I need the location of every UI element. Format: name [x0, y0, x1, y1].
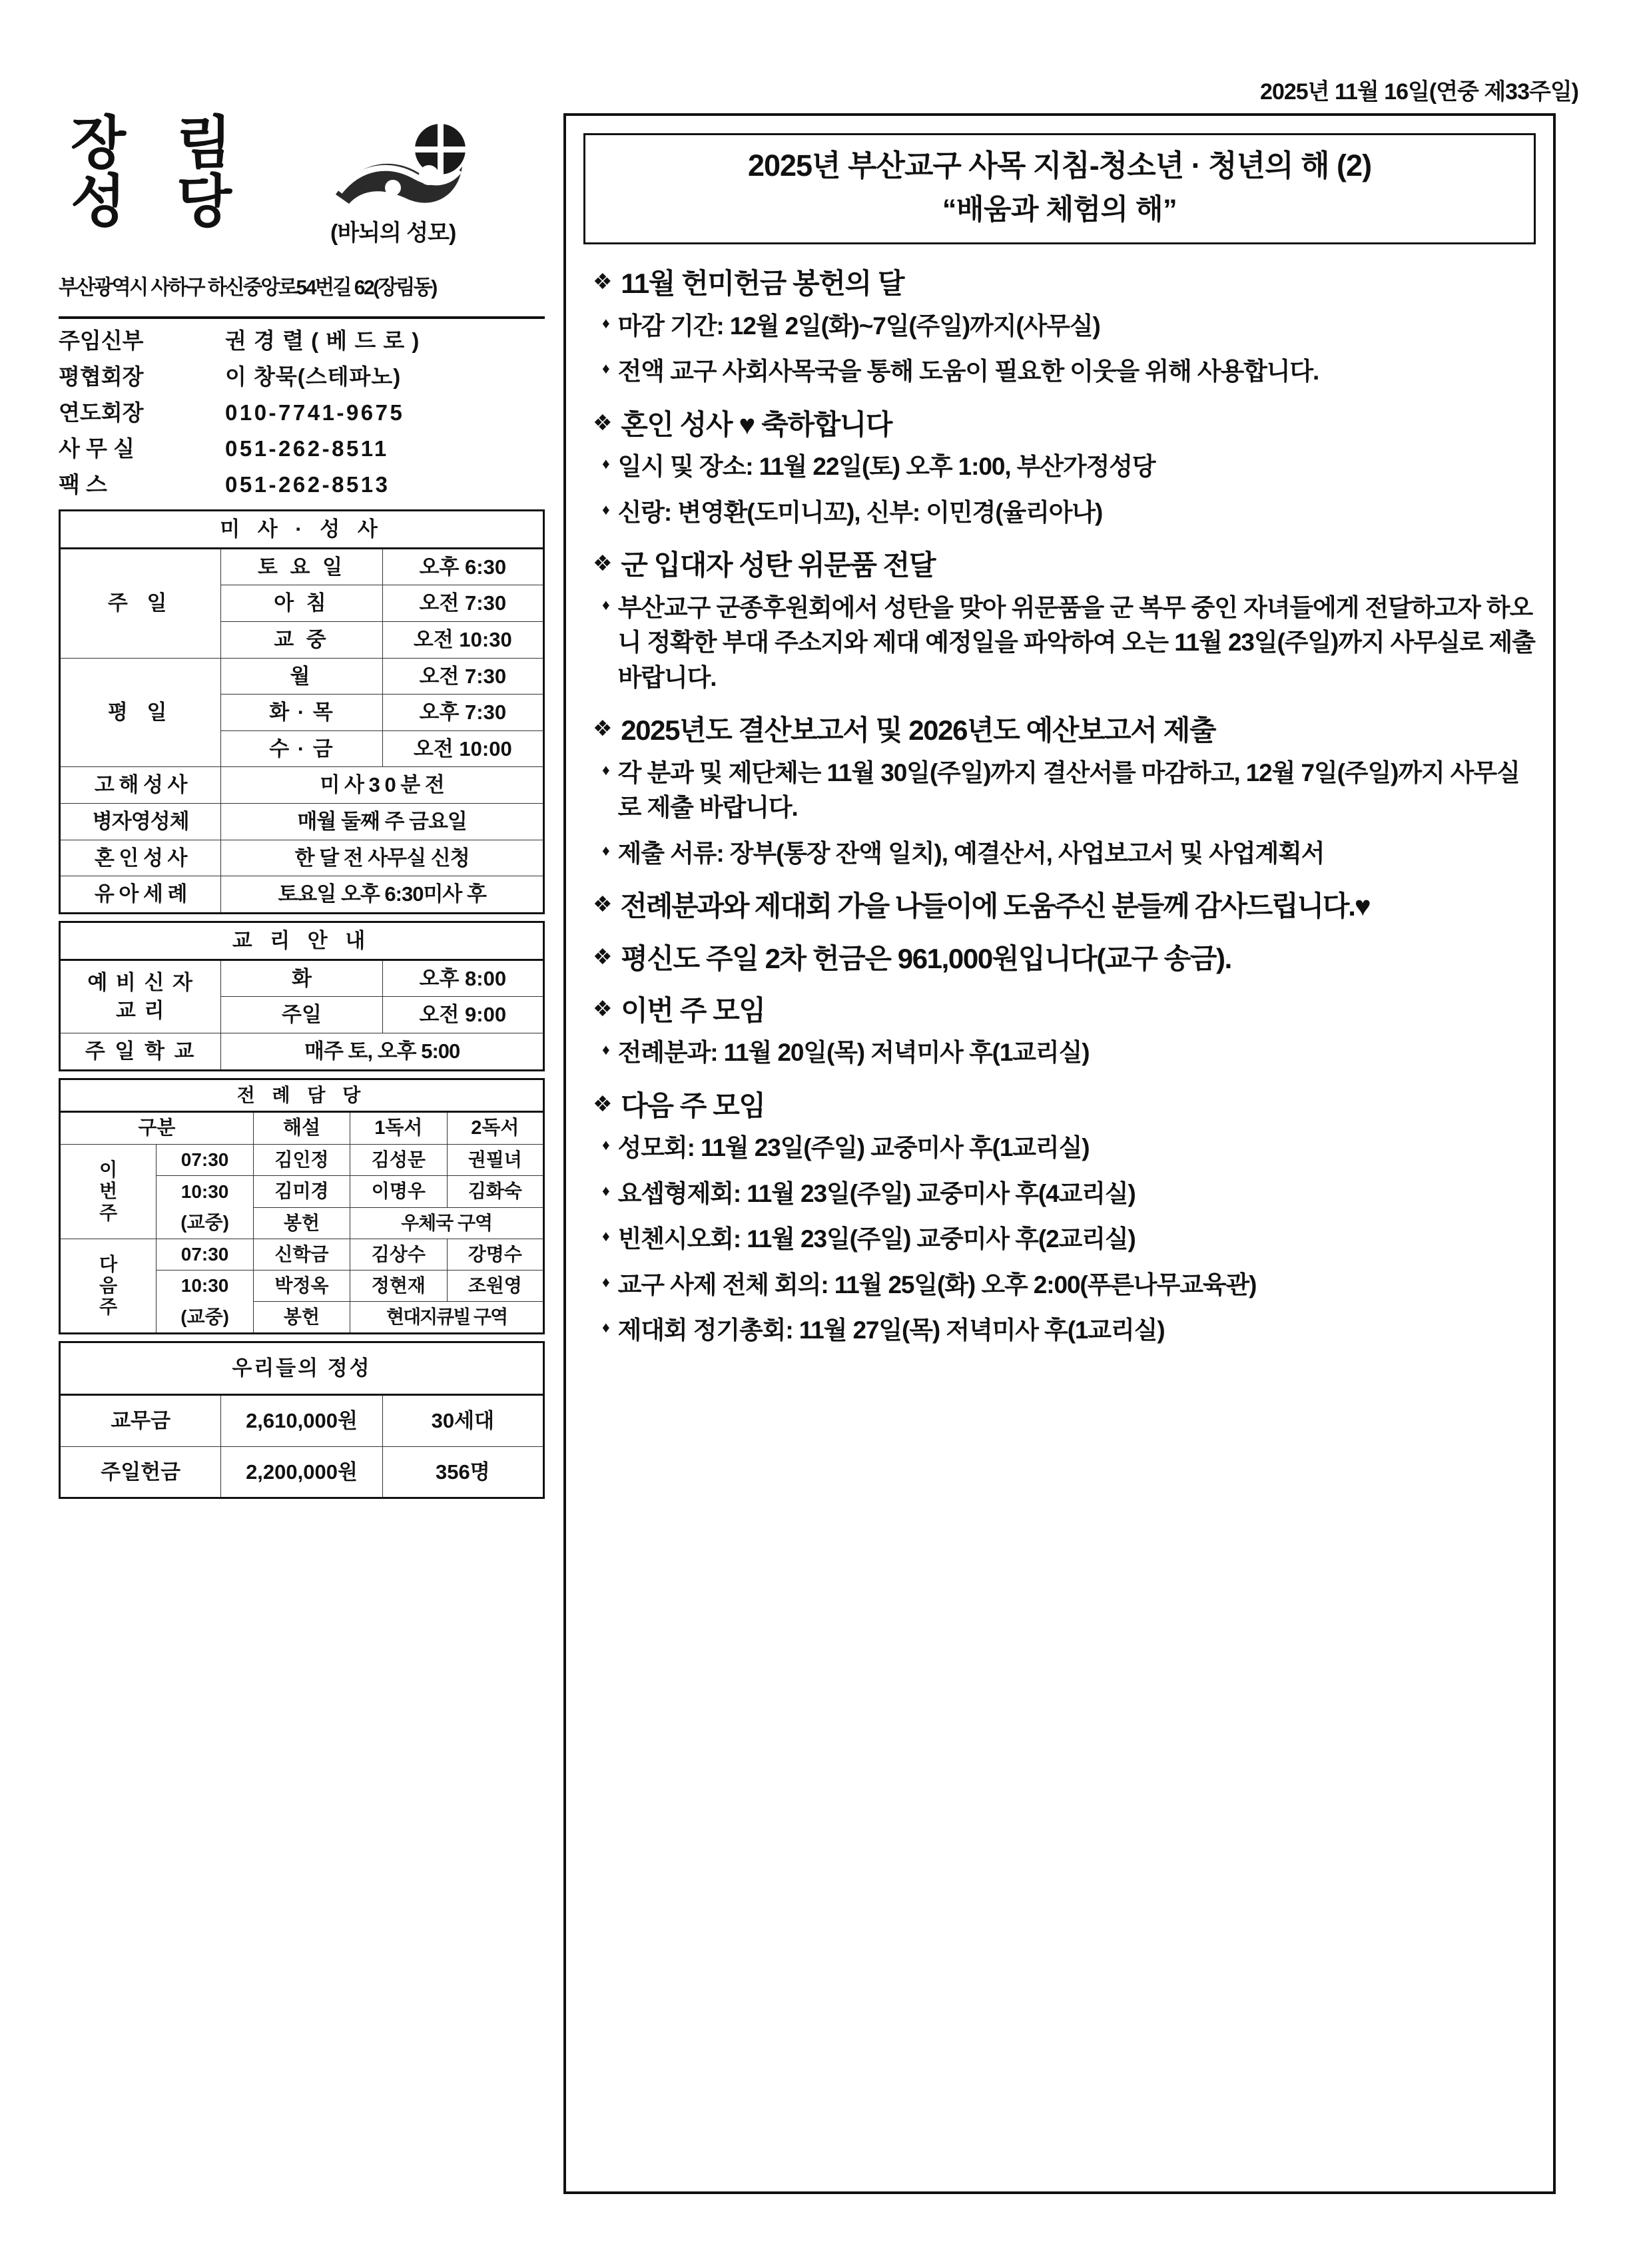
announcements-panel: [563, 113, 1556, 2194]
mass-name: 화 · 목: [221, 695, 382, 731]
diamond-bullet-icon: ❖: [593, 716, 612, 741]
lozenge-bullet-icon: ♦: [602, 1041, 609, 1059]
bullet-text: 성모회: 11월 23일(주일) 교중미사 후(1교리실): [617, 1134, 1090, 1162]
church-name-line1: 장 림: [71, 111, 250, 175]
offertory-district: 현대지큐빌 구역: [350, 1302, 544, 1334]
lozenge-bullet-icon: ♦: [602, 455, 609, 473]
contact-label: 연도회장: [59, 400, 144, 425]
contact-label: 주임신부: [59, 328, 144, 353]
contact-label: 팩 스: [59, 472, 107, 497]
bullet-item: [602, 309, 1536, 344]
table-row: [60, 1239, 544, 1270]
table-row: [60, 1145, 544, 1176]
issue-date: 2025년 11월 16일(연중 제33주일): [1260, 79, 1578, 105]
bullet-item: [602, 756, 1536, 826]
sacrament-label: 혼 인 성 사: [60, 840, 221, 876]
section-bullets: [593, 1035, 1536, 1071]
bullet-item: [602, 1035, 1536, 1071]
offering-table-title: 우리들의 정성: [60, 1342, 544, 1395]
bullet-item: [602, 1222, 1536, 1257]
contact-row: [59, 473, 545, 495]
section-title: 전례분과와 제대회 가을 나들이에 도움주신 분들께 감사드립니다.♥: [620, 890, 1370, 922]
section-title-row: [593, 942, 1536, 976]
offering-amount: 2,200,000원: [221, 1446, 382, 1498]
logo-subtitle: (바뇌의 성모): [330, 220, 456, 246]
catechism-day: 화: [221, 960, 382, 997]
pastoral-guideline-subtitle: “배움과 체험의 해”: [942, 194, 1177, 226]
diamond-bullet-icon: ❖: [593, 995, 612, 1021]
bullet-item: [602, 449, 1536, 485]
offertory-label: 봉헌: [253, 1302, 350, 1334]
contact-row: [59, 366, 545, 388]
catechumen-label: [60, 960, 221, 1033]
table-row: [60, 1446, 544, 1498]
section-title-row: [593, 267, 1536, 300]
sunday-school-value: 매주 토, 오후 5:00: [221, 1033, 544, 1070]
column-header-reading2: 2독서: [447, 1111, 543, 1144]
offertory-district: 우체국 구역: [350, 1207, 544, 1239]
catechism-time: 오전 9:00: [382, 997, 543, 1033]
announcement-section: [593, 267, 1536, 389]
contact-label: 사 무 실: [59, 436, 135, 461]
mass-name: 교 중: [221, 621, 382, 658]
lozenge-bullet-icon: ♦: [602, 760, 609, 778]
offering-label: 교무금: [60, 1394, 221, 1446]
duty-commentator: 박정옥: [253, 1270, 350, 1301]
announcement-section: [593, 549, 1536, 695]
bullet-text: 부산교구 군종후원회에서 성탄을 맞아 위문품을 군 복무 중인 자녀들에게 전달하고자 하오니 정확한 부대 주소지와 제대 예정일을 파악하여 오는 11월 23일(주일)까지 사무실로 제출 바랍니다.: [617, 593, 1535, 691]
column-header-reading1: 1독서: [350, 1111, 447, 1144]
section-title: 군 입대자 성탄 위문품 전달: [621, 549, 936, 581]
bullet-text: 일시 및 장소: 11월 22일(토) 오후 1:00, 부산가정성당: [617, 453, 1155, 481]
lozenge-bullet-icon: ♦: [602, 1136, 609, 1154]
duty-time: 10:30: [157, 1270, 253, 1301]
duty-reading1: 이명우: [350, 1176, 447, 1207]
table-row: [60, 548, 544, 585]
table-row: [60, 960, 544, 997]
sacrament-value: 토요일 오후 6:30미사 후: [221, 876, 544, 914]
church-name-line2: 성 당: [71, 169, 250, 234]
lozenge-bullet-icon: ♦: [602, 360, 609, 378]
sacrament-label: 병자영성체: [60, 804, 221, 840]
bullet-item: [602, 1131, 1536, 1166]
announcement-section: [593, 408, 1536, 530]
bullet-item: [602, 1268, 1536, 1303]
bullet-text: 전례분과: 11월 20일(목) 저녁미사 후(1교리실): [617, 1039, 1090, 1067]
church-name: [71, 111, 250, 234]
duty-reading1: 김성문: [350, 1145, 447, 1176]
mass-time: 오전 7:30: [382, 658, 543, 695]
bullet-text: 제출 서류: 장부(통장 잔액 일치), 예결산서, 사업보고서 및 사업계획서: [617, 839, 1325, 867]
mass-time: 오전 7:30: [382, 585, 543, 622]
bullet-item: [602, 1177, 1536, 1212]
lozenge-bullet-icon: ♦: [602, 500, 609, 518]
bulletin-columns: [0, 113, 1625, 2237]
contact-row: [59, 330, 545, 352]
bullet-text: 빈첸시오회: 11월 23일(주일) 교중미사 후(2교리실): [617, 1225, 1136, 1253]
mass-time: 오전 10:00: [382, 730, 543, 767]
duty-reading1: 정현재: [350, 1270, 447, 1301]
duty-reading2: 강명수: [447, 1239, 543, 1270]
duty-time-sub: (교중): [157, 1302, 253, 1334]
weekday-label: 평 일: [60, 658, 221, 767]
lozenge-bullet-icon: ♦: [602, 1227, 609, 1245]
lozenge-bullet-icon: ♦: [602, 841, 609, 859]
duty-reading1: 김상수: [350, 1239, 447, 1270]
lozenge-bullet-icon: ♦: [602, 1318, 609, 1336]
diamond-bullet-icon: ❖: [593, 410, 612, 435]
column-header-commentator: 해설: [253, 1111, 350, 1144]
table-row: [60, 1033, 544, 1070]
mass-time: 오후 7:30: [382, 695, 543, 731]
duty-time: 07:30: [157, 1145, 253, 1176]
table-section-header: [60, 511, 544, 549]
bullet-text: 교구 사제 전체 회의: 11월 25일(화) 오후 2:00(푸른나무교육관): [617, 1271, 1257, 1298]
duty-reading2: 권필녀: [447, 1145, 543, 1176]
duty-reading2: 조원영: [447, 1270, 543, 1301]
announcement-section: [593, 1089, 1536, 1348]
lozenge-bullet-icon: ♦: [602, 1181, 609, 1199]
mass-table-title: 미 사 · 성 사: [60, 511, 544, 549]
section-bullets: [593, 756, 1536, 872]
church-logo-icon: [332, 123, 472, 212]
section-title-row: [593, 549, 1536, 582]
offering-label: 주일헌금: [60, 1446, 221, 1498]
announcement-sections: [583, 267, 1536, 1348]
this-week-label: 이 번 주: [60, 1145, 157, 1239]
mass-name: 아 침: [221, 585, 382, 622]
section-title-row: [593, 714, 1536, 747]
bullet-item: [602, 354, 1536, 390]
section-bullets: [593, 309, 1536, 390]
next-week-label: 다 음 주: [60, 1239, 157, 1334]
catechism-day: 주일: [221, 997, 382, 1033]
section-title-row: [593, 408, 1536, 441]
bullet-text: 전액 교구 사회사목국을 통해 도움이 필요한 이웃을 위해 사용합니다.: [617, 358, 1319, 386]
mass-name: 월: [221, 658, 382, 695]
table-section-header: [60, 922, 544, 960]
catechumen-label-line1: 예 비 신 자: [87, 970, 194, 994]
diamond-bullet-icon: ❖: [593, 551, 612, 576]
pastoral-guideline-title: 2025년 부산교구 사목 지침-청소년 · 청년의 해 (2): [747, 148, 1372, 182]
lozenge-bullet-icon: ♦: [602, 314, 609, 332]
sacrament-label: 유 아 세 례: [60, 876, 221, 914]
offering-table: [59, 1341, 545, 1499]
column-header-division: 구분: [60, 1111, 254, 1144]
offertory-label: 봉헌: [253, 1207, 350, 1239]
duty-time: 07:30: [157, 1239, 253, 1270]
catechumen-label-line2: 교 리: [115, 998, 166, 1022]
sunday-label: 주 일: [60, 548, 221, 658]
section-bullets: [593, 1131, 1536, 1348]
table-row: [60, 767, 544, 804]
mass-schedule-table: [59, 509, 545, 914]
section-title-row: [593, 1089, 1536, 1123]
bullet-item: [602, 495, 1536, 531]
section-bullets: [593, 449, 1536, 530]
table-row: [60, 840, 544, 876]
bullet-text: 제대회 정기총회: 11월 27일(목) 저녁미사 후(1교리실): [617, 1316, 1165, 1344]
contact-value: 051-262-8513: [225, 472, 390, 497]
mass-name: 수 · 금: [221, 730, 382, 767]
offering-amount: 2,610,000원: [221, 1394, 382, 1446]
bullet-text: 신랑: 변영환(도미니꼬), 신부: 이민경(율리아나): [617, 498, 1103, 526]
sacrament-value: 미 사 3 0 분 전: [221, 767, 544, 804]
announcement-section: [593, 994, 1536, 1071]
bullet-text: 마감 기간: 12월 2일(화)~7일(주일)까지(사무실): [617, 312, 1100, 340]
diamond-bullet-icon: ❖: [593, 892, 611, 917]
mass-name: 토 요 일: [221, 548, 382, 585]
duty-reading2: 김화숙: [447, 1176, 543, 1207]
catechism-table-title: 교 리 안 내: [60, 922, 544, 960]
table-row: [60, 804, 544, 840]
church-address: 부산광역시 사하구 하신중앙로54번길 62(장림동): [59, 276, 436, 299]
sunday-school-label: 주 일 학 교: [60, 1033, 221, 1070]
bullet-item: [602, 591, 1536, 696]
bullet-item: [602, 1313, 1536, 1348]
table-section-header: [60, 1342, 544, 1395]
diamond-bullet-icon: ❖: [593, 944, 612, 969]
pastoral-guideline-box: [583, 133, 1536, 244]
contact-value: 권 경 렬 ( 베 드 로 ): [225, 328, 420, 353]
section-title: 혼인 성사 ♥ 축하합니다: [621, 408, 892, 440]
sacrament-label: 고 해 성 사: [60, 767, 221, 804]
duty-time: 10:30: [157, 1176, 253, 1207]
catechism-table: [59, 921, 545, 1071]
section-bullets: [593, 591, 1536, 696]
mass-time: 오전 10:30: [382, 621, 543, 658]
announcement-section: [593, 714, 1536, 871]
table-header-row: [60, 1111, 544, 1144]
contact-list: [59, 316, 545, 495]
bullet-text: 요셉형제회: 11월 23일(주일) 교중미사 후(4교리실): [617, 1179, 1136, 1207]
catechism-time: 오후 8:00: [382, 960, 543, 997]
duty-commentator: 김인정: [253, 1145, 350, 1176]
diamond-bullet-icon: ❖: [593, 1091, 612, 1116]
announcement-section: [593, 890, 1536, 923]
duty-commentator: 신학금: [253, 1239, 350, 1270]
table-section-header: [60, 1079, 544, 1111]
offering-count: 30세대: [382, 1394, 543, 1446]
contact-label: 평협회장: [59, 364, 144, 389]
contact-value: 051-262-8511: [225, 436, 389, 461]
table-row: [60, 876, 544, 914]
masthead: [59, 113, 545, 266]
section-title: 평신도 주일 2차 헌금은 961,000원입니다(교구 송금).: [621, 942, 1231, 974]
duty-time-sub: (교중): [157, 1207, 253, 1239]
lozenge-bullet-icon: ♦: [602, 1273, 609, 1290]
bullet-text: 각 분과 및 제단체는 11월 30일(주일)까지 결산서를 마감하고, 12월 7일(주일)까지 사무실로 제출 바랍니다.: [617, 758, 1520, 822]
section-title-row: [593, 994, 1536, 1027]
contact-row: [59, 437, 545, 459]
duty-commentator: 김미경: [253, 1176, 350, 1207]
section-title: 이번 주 모임: [621, 994, 765, 1026]
offering-count: 356명: [382, 1446, 543, 1498]
diamond-bullet-icon: ❖: [593, 269, 612, 294]
section-title-row: [593, 890, 1536, 923]
section-title: 11월 헌미헌금 봉헌의 달: [621, 268, 904, 300]
sacrament-value: 매월 둘째 주 금요일: [221, 804, 544, 840]
liturgy-table-title: 전 례 담 당: [60, 1079, 544, 1111]
left-column: [59, 113, 545, 1499]
bullet-item: [602, 836, 1536, 872]
liturgy-duty-table: [59, 1078, 545, 1335]
mass-time: 오후 6:30: [382, 548, 543, 585]
contact-value: 010-7741-9675: [225, 400, 405, 425]
contact-row: [59, 402, 545, 424]
lozenge-bullet-icon: ♦: [602, 595, 609, 613]
section-title: 2025년도 결산보고서 및 2026년도 예산보고서 제출: [621, 714, 1216, 746]
contact-value: 이 창묵(스테파노): [225, 364, 402, 389]
table-row: [60, 1394, 544, 1446]
announcement-section: [593, 942, 1536, 976]
section-title: 다음 주 모임: [621, 1089, 765, 1121]
table-row: [60, 658, 544, 695]
sacrament-value: 한 달 전 사무실 신청: [221, 840, 544, 876]
